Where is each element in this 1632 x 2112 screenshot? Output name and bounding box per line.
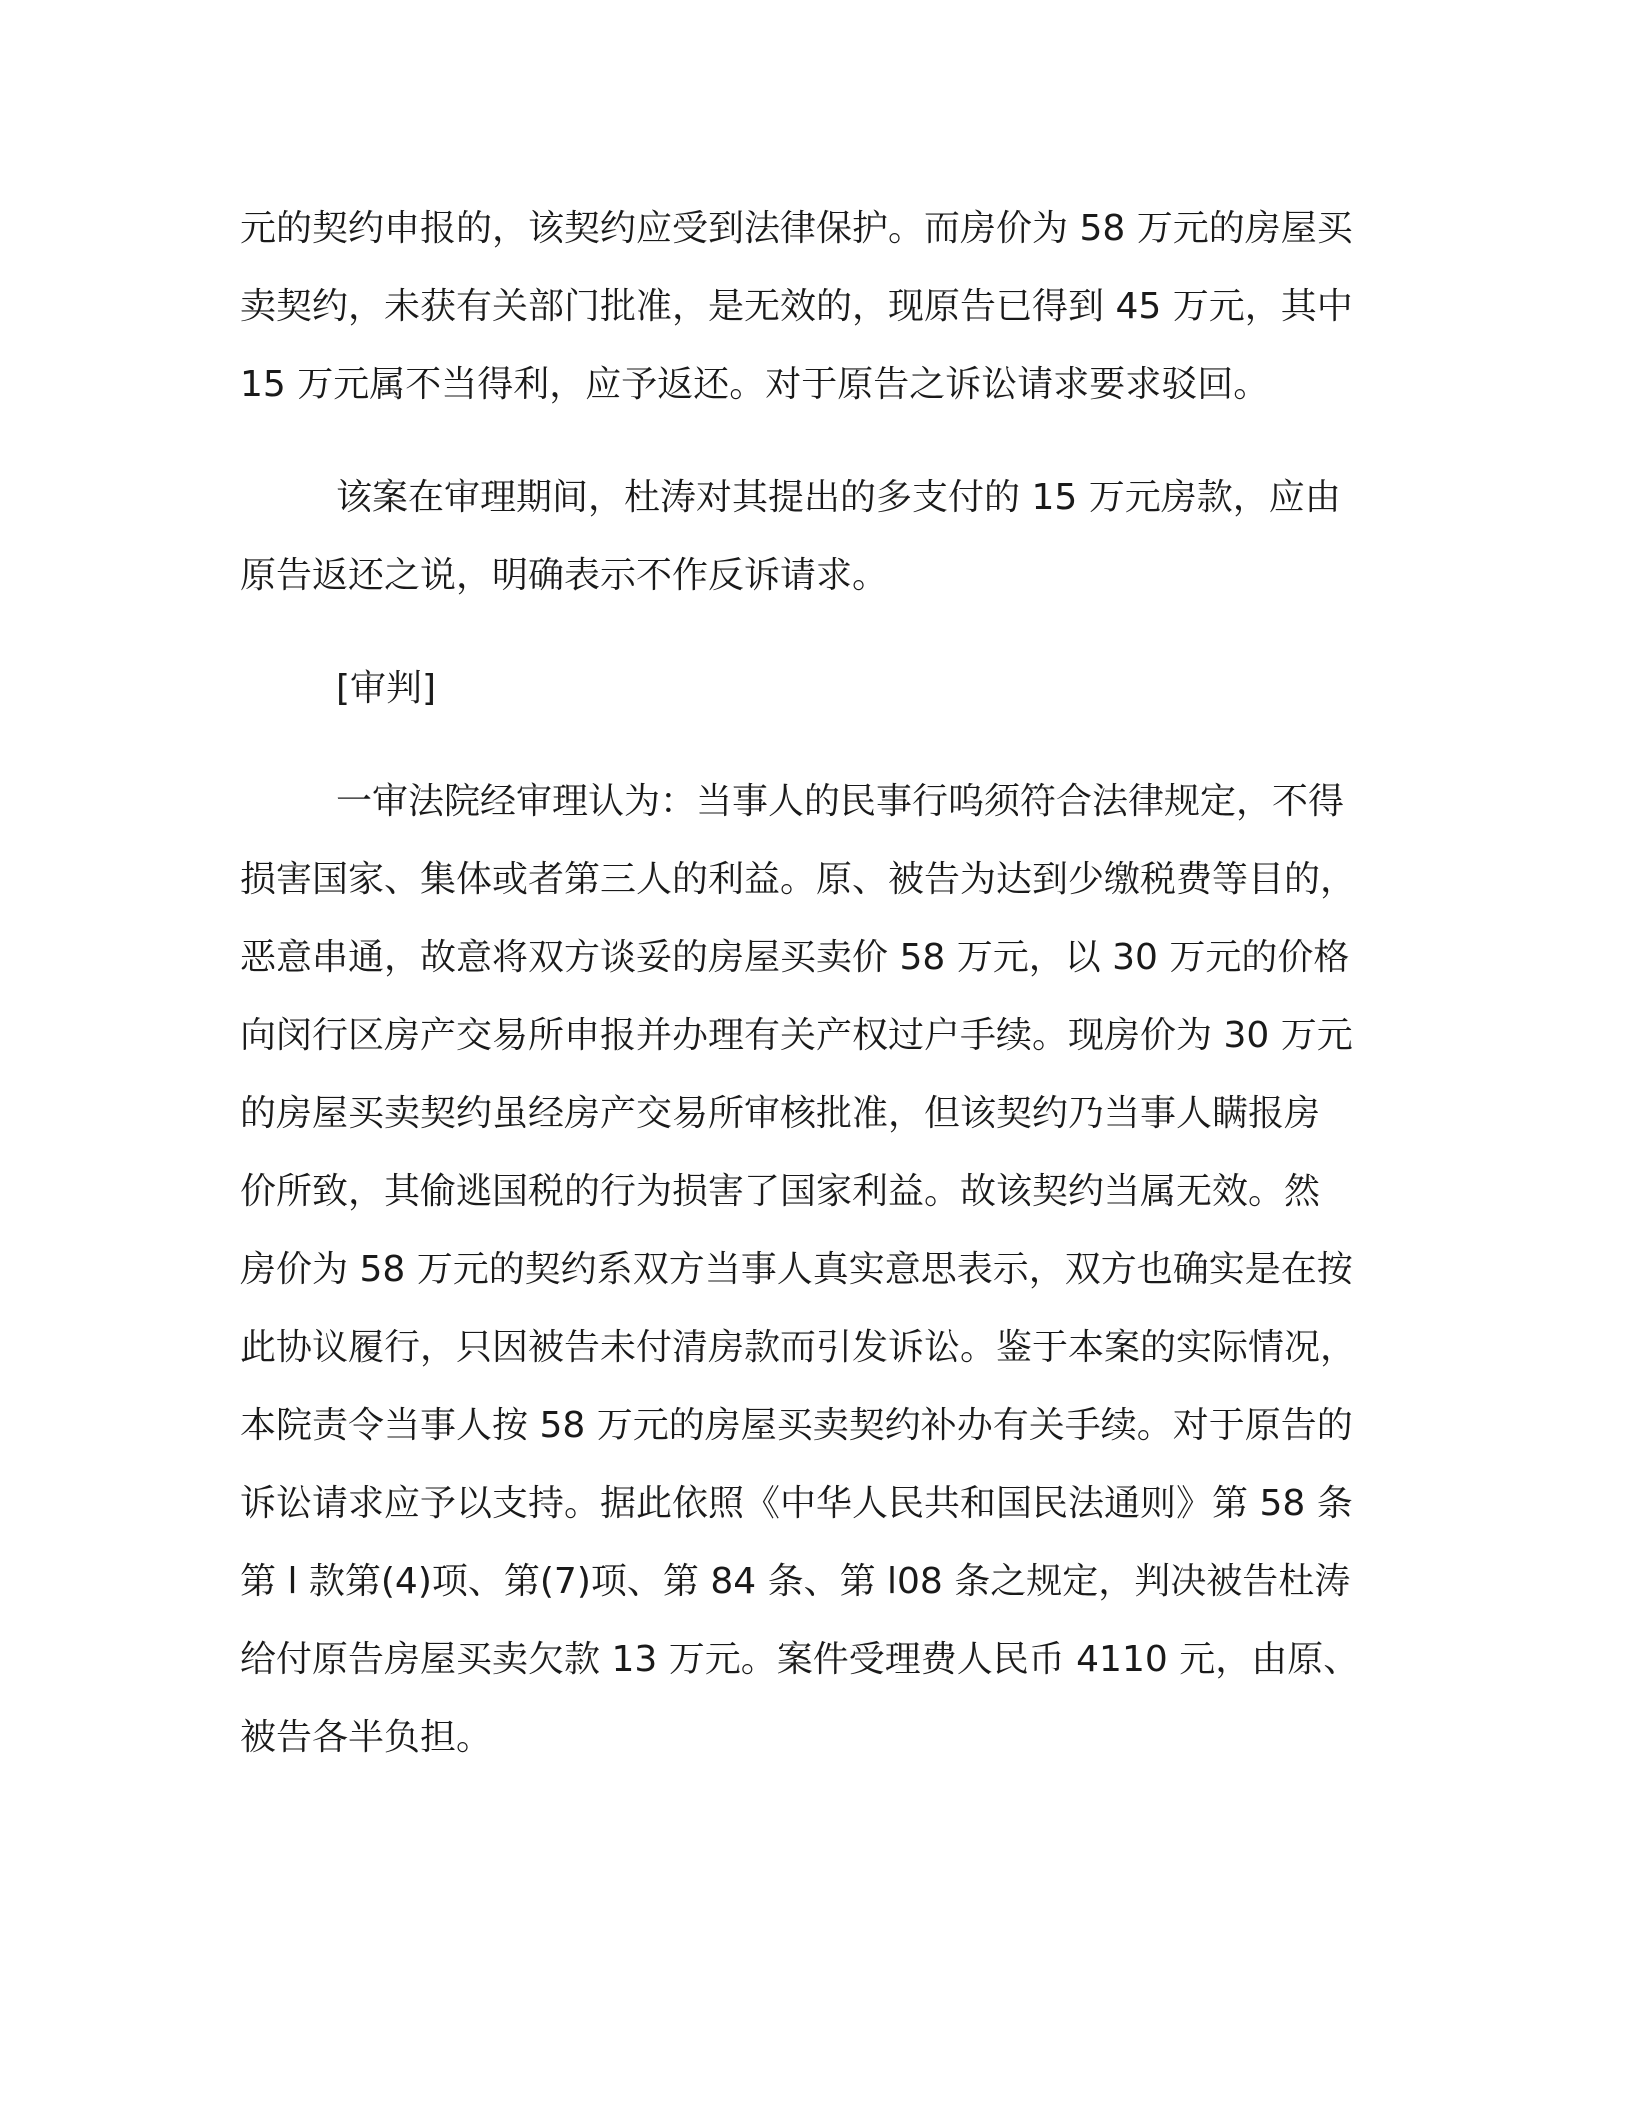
text-line: 元的契约申报的，该契约应受到法律保护。而房价为 58 万元的房屋买 — [240, 208, 1353, 249]
paragraph-spacer — [240, 615, 1385, 650]
text-line: 第 l 款第(4)项、第(7)项、第 84 条、第 l08 条之规定，判决被告杜涛 — [240, 1561, 1351, 1602]
text-line: 诉讼请求应予以支持。据此依照《中华人民共和国民法通则》第 58 条 — [240, 1483, 1353, 1524]
text-line: 被告各半负担。 — [240, 1717, 493, 1758]
section-heading — [240, 650, 1385, 728]
text-line: 该案在审理期间，杜涛对其提出的多支付的 15 万元房款，应由 — [336, 477, 1341, 518]
text-line: 卖契约，未获有关部门批准，是无效的，现原告已得到 45 万元，其中 — [240, 286, 1353, 327]
paragraph-spacer — [240, 728, 1385, 763]
text-line: 向闵行区房产交易所申报并办理有关产权过户手续。现房价为 30 万元 — [240, 1015, 1353, 1056]
paragraph-spacer — [240, 424, 1385, 459]
text-line: 15 万元属不当得利，应予返还。对于原告之诉讼请求要求驳回。 — [240, 364, 1270, 405]
paragraph — [240, 459, 1385, 615]
text-line: 本院责令当事人按 58 万元的房屋买卖契约补办有关手续。对于原告的 — [240, 1405, 1353, 1446]
text-line: 此协议履行，只因被告未付清房款而引发诉讼。鉴于本案的实际情况， — [240, 1327, 1357, 1368]
paragraph — [240, 763, 1385, 1777]
text-line: 房价为 58 万元的契约系双方当事人真实意思表示，双方也确实是在按 — [240, 1249, 1353, 1290]
text-line: 恶意串通，故意将双方谈妥的房屋买卖价 58 万元，以 30 万元的价格 — [240, 937, 1350, 978]
text-line: 损害国家、集体或者第三人的利益。原、被告为达到少缴税费等目的， — [240, 859, 1357, 900]
text-line: 价所致，其偷逃国税的行为损害了国家利益。故该契约当属无效。然 — [240, 1171, 1321, 1212]
text-line: 给付原告房屋买卖欠款 13 万元。案件受理费人民币 4110 元，由原、 — [240, 1639, 1360, 1680]
document-page — [240, 190, 1385, 1777]
heading-text: [审判] — [336, 668, 437, 709]
text-line: 的房屋买卖契约虽经房产交易所审核批准，但该契约乃当事人瞒报房 — [240, 1093, 1321, 1134]
text-line: 一审法院经审理认为：当事人的民事行呜须符合法律规定，不得 — [336, 781, 1345, 822]
paragraph — [240, 190, 1385, 424]
text-line: 原告返还之说，明确表示不作反诉请求。 — [240, 555, 889, 596]
